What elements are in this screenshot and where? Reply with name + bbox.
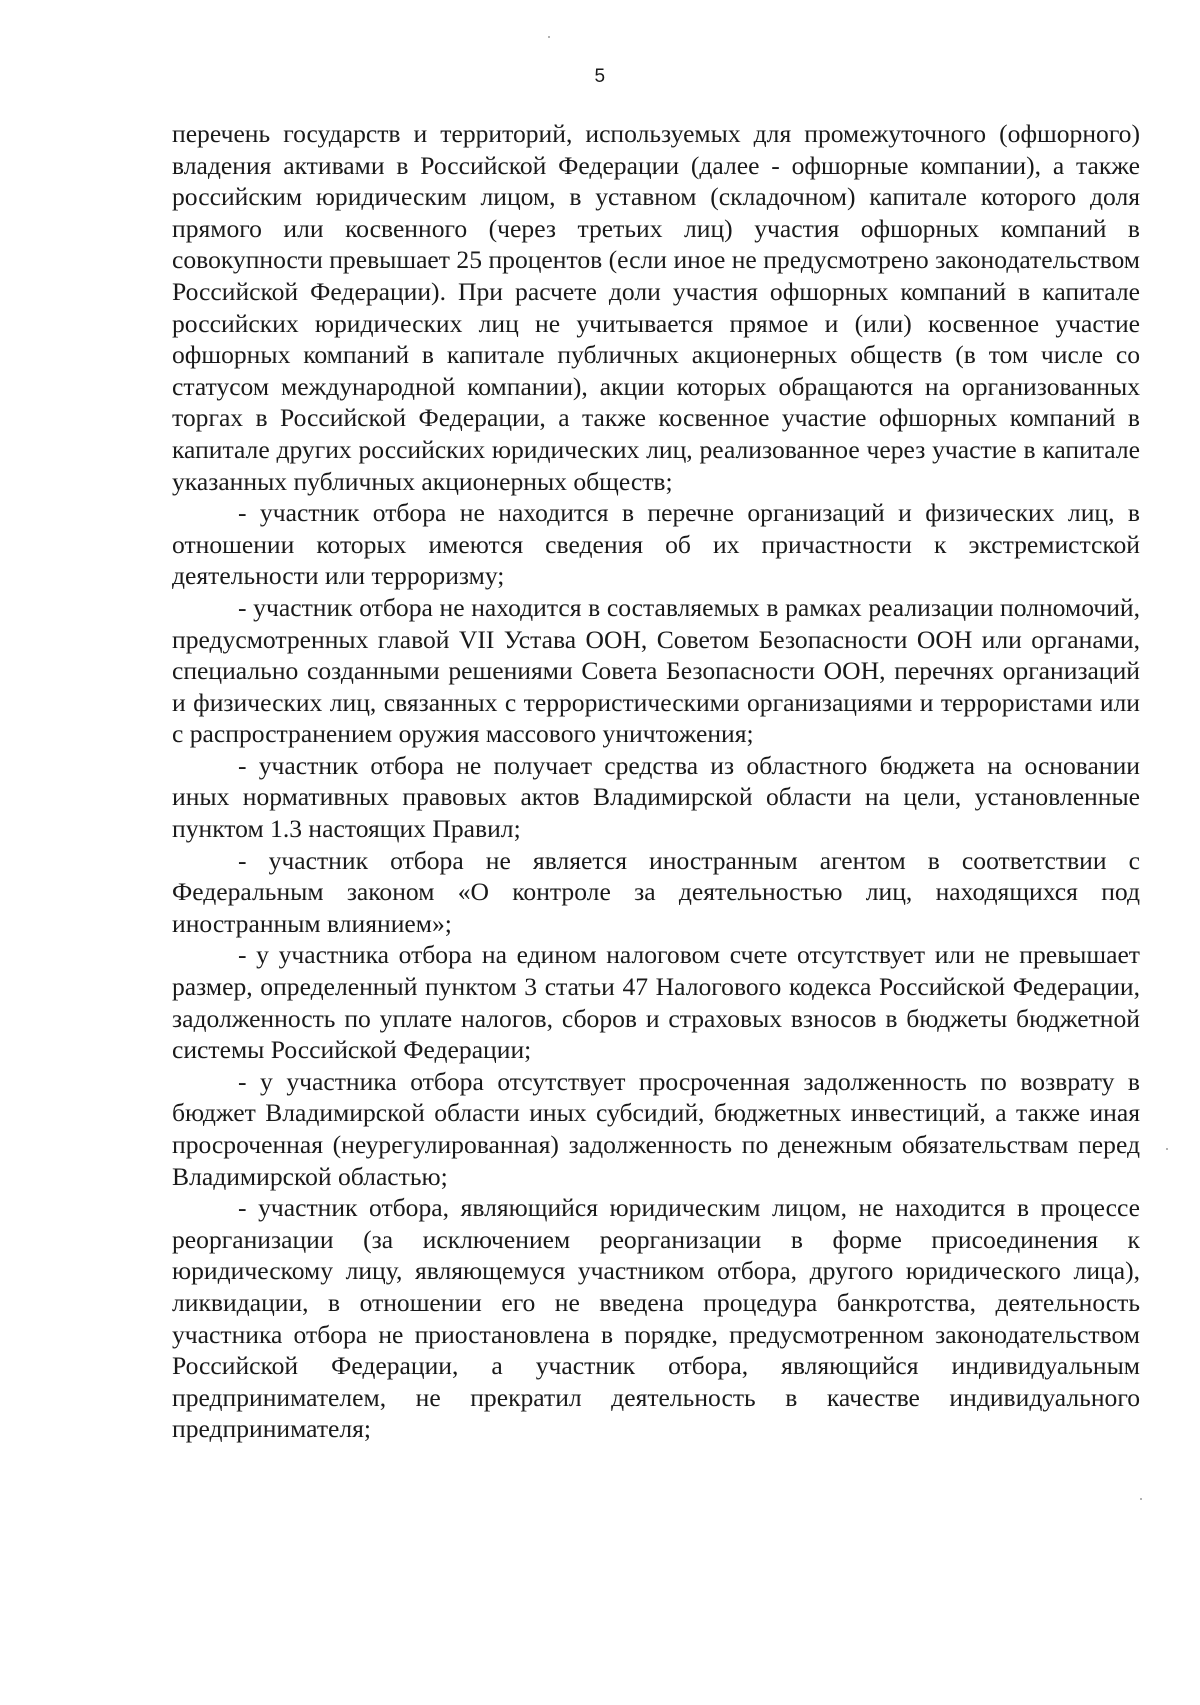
paragraph-un-sanctions-list: - участник отбора не находится в составляемых в рамках реализации полномочий, предусмотренных главой VII Устава ООН, Советом Безопасности ООН или органами, специально созданными решениями Совета Безопасности ООН, перечнях организаций и физических лиц, связанных с террористическими организациями и террористами или с распространением оружия массового уничтожения; [172,592,1140,749]
paragraph-regional-budget-funds: - участник отбора не получает средства из областного бюджета на основании иных нормативных правовых актов Владимирской области на цели, установленные пунктом 1.3 настоящих Правил; [172,750,1140,844]
paragraph-reorganization-bankruptcy: - участник отбора, являющийся юридическим лицом, не находится в процессе реорганизации (за исключением реорганизации в форме присоединения к юридическому лицу, являющемуся участником отбора, другого юридического лица), ликвидации, в отношении его не введена процедура банкротства, деятельность участника отбора не приостановлена в порядке, предусмотренном законодательством Российской Федерации, а участник отбора, являющийся индивидуальным предпринимателем, не прекратил деятельность в качестве индивидуального предпринимателя; [172,1193,1140,1444]
scan-speck [1140,1498,1142,1500]
paragraph-extremism-list: - участник отбора не находится в перечне организаций и физических лиц, в отношении которых имеются сведения об их причастности к экстремистской деятельности или терроризму; [172,498,1140,591]
paragraph-overdue-debt: - у участника отбора отсутствует просроченная задолженность по возврату в бюджет Владимирской области иных субсидий, бюджетных инвестиций, а также иная просроченная (неурегулированная) задолженность по денежным обязательствам перед Владимирской областью; [172,1066,1140,1191]
paragraph-tax-debt: - у участника отбора на едином налоговом счете отсутствует или не превышает размер, определенный пунктом 3 статьи 47 Налогового кодекса Российской Федерации, задолженность по уплате налогов, сборов и страховых взносов в бюджеты бюджетной системы Российской Федерации; [172,940,1140,1065]
paragraph-offshore-companies: перечень государств и территорий, используемых для промежуточного (офшорного) владения активами в Российской Федерации (далее - офшорные компании), а также российским юридическим лицом, в уставном (складочном) капитале которого доля прямого или косвенного (через третьих лиц) участия офшорных компаний в совокупности превышает 25 процентов (если иное не предусмотрено законодательством Российской Федерации). При расчете доли участия офшорных компаний в капитале российских юридических лиц не учитывается прямое и (или) косвенное участие офшорных компаний в капитале публичных акционерных обществ (в том числе со статусом международной компании), акции которых обращаются на организованных торгах в Российской Федерации, а также косвенное участие офшорных компаний в капитале других российских юридических лиц, реализованное через участие в капитале указанных публичных акционерных обществ; [172,119,1140,496]
scan-speck [1166,1148,1168,1150]
paragraph-foreign-agent: - участник отбора не является иностранным агентом в соответствии с Федеральным законом «О контроле за деятельностью лиц, находящихся под иностранным влиянием»; [172,845,1140,938]
page-number: 5 [594,66,606,87]
scan-speck [548,36,550,38]
document-body [172,118,1140,1445]
